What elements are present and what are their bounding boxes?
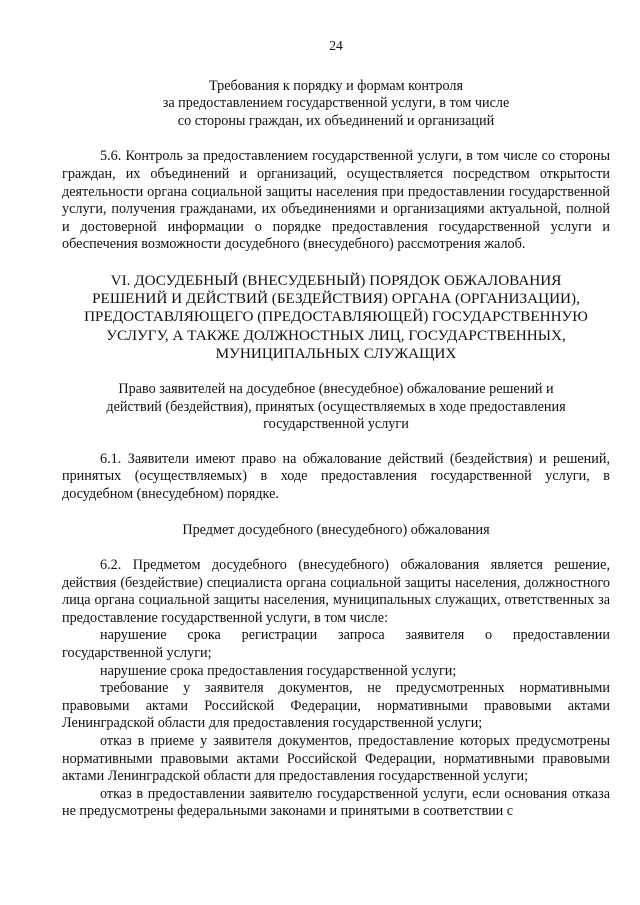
section-title-line: РЕШЕНИЙ И ДЕЙСТВИЙ (БЕЗДЕЙСТВИЯ) ОРГАНА (ОРГАНИЗАЦИИ), (92, 290, 580, 308)
violation-list (62, 627, 610, 821)
list-item: требование у заявителя документов, не предусмотренных нормативными правовыми актами Российской Федерации, нормативными правовыми актами Ленинградской области для предоставления государственной услуги; (62, 680, 610, 732)
heading-line: государственной услуги (263, 416, 409, 433)
section-title-line: МУНИЦИПАЛЬНЫХ СЛУЖАЩИХ (215, 344, 457, 362)
paragraph-6-1: 6.1. Заявители имеют право на обжалование действий (бездействия) и решений, принятых (осуществляемых) в ходе предоставления государственной услуги, в досудебном (внесудебном) порядке. (62, 450, 610, 502)
heading-line: за предоставлением государственной услуги, в том числе (162, 95, 510, 112)
page-number: 24 (329, 38, 343, 53)
list-item: нарушение срока регистрации запроса заявителя о предоставлении государственной услуги; (62, 627, 610, 662)
heading-line: со стороны граждан, их объединений и организаций (177, 112, 495, 129)
paragraph-5-6: 5.6. Контроль за предоставлением государственной услуги, в том числе со стороны граждан, их объединений и организаций, осуществляется посредством открытости деятельности органа социальной защиты населения при предоставлении государственной услуги, получения гражданами, их объединениями и организациями актуальной, полной и достоверной информации о порядке предоставления государственной услуги и обеспечения возможности досудебного (внесудебного) рассмотрения жалоб. (62, 148, 610, 253)
heading-appeal-subject: Предмет досудебного (внесудебного) обжалования (182, 521, 490, 538)
list-item: нарушение срока предоставления государственной услуги; (100, 662, 457, 679)
heading-control-requirements (62, 78, 610, 131)
heading-line: действий (бездействия), принятых (осуществляемых в ходе предоставления (106, 398, 566, 415)
heading-line: Право заявителей на досудебное (внесудебное) обжалование решений и (118, 380, 554, 397)
section-title-line: VI. ДОСУДЕБНЫЙ (ВНЕСУДЕБНЫЙ) ПОРЯДОК ОБЖАЛОВАНИЯ (110, 271, 562, 289)
heading-line: Требования к порядку и формам контроля (208, 77, 464, 94)
list-item: отказ в предоставлении заявителю государственной услуги, если основания отказа не предусмотрены федеральными законами и принятыми в соответствии с (62, 785, 610, 820)
section-vi-title (62, 272, 610, 363)
heading-appeal-right (62, 381, 610, 434)
section-title-line: УСЛУГУ, А ТАКЖЕ ДОЛЖНОСТНЫХ ЛИЦ, ГОСУДАРСТВЕННЫХ, (106, 326, 566, 344)
section-title-line: ПРЕДОСТАВЛЯЮЩЕГО (ПРЕДОСТАВЛЯЮЩЕЙ) ГОСУДАРСТВЕННУЮ (84, 308, 588, 326)
list-item: отказ в приеме у заявителя документов, предоставление которых предусмотрены нормативными правовыми актами Российской Федерации, нормативными правовыми актами Ленинградской области для предоставления государственной услуги; (62, 733, 610, 785)
paragraph-6-2: 6.2. Предметом досудебного (внесудебного) обжалования является решение, действия (бездействие) специалиста органа социальной защиты населения, должностного лица органа социальной защиты населения, муниципальных служащих, ответственных за предоставление государственной услуги, в том числе: (62, 557, 610, 626)
